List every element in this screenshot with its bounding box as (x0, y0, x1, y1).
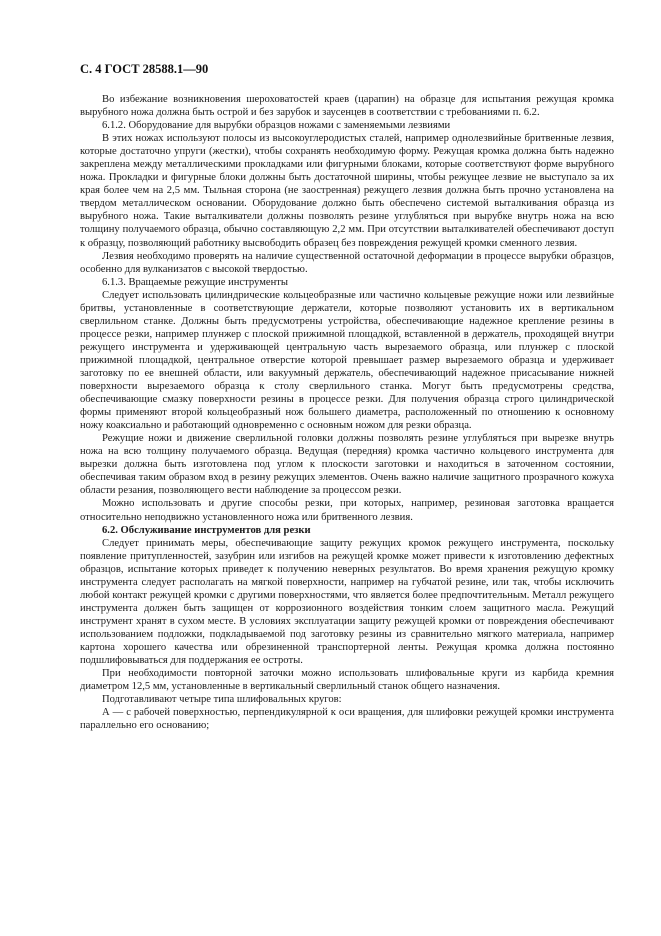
paragraph: Во избежание возникновения шероховатостей краев (царапин) на образце для испытания режущая кромка вырубного ножа должна быть острой и без зарубок и заусенцев в соответствии с требованиями п. 6.2. (80, 94, 614, 119)
paragraph: Можно использовать и другие способы резки, при которых, например, резиновая заготовка вращается относительно неподвижно установленного ножа или бритвенного лезвия. (80, 498, 614, 523)
paragraph: Подготавливают четыре типа шлифовальных кругов: (102, 694, 342, 706)
paragraph: В этих ножах используют полосы из высокоуглеродистых сталей, например однолезвийные бритвенные лезвия, которые достаточно упруги (жестки), чтобы сохранять необходимую форму. Режущая кромка должна быть надежно закреплена между металлическими прокладками или фигурными блоками, которые соответствуют форме вырубного ножа. Прокладки и фигурные блоки должны быть достаточной ширины, чтобы режущее лезвие не выступало за их края более чем на 2,5 мм. Тыльная сторона (не заостренная) режущего лезвия должна быть прочно установлена на твердом металлическом основании. Оборудование должно быть обеспечено системой выталкивания образца из вырубного ножа. Такие выталкиватели должны позволять резине углубляться при вырубке внутрь ножа на всю толщину получаемого образца, обычно составляющую 2,2 мм. При отсутствии выталкивателей обеспечивают доступ к образцу, позволяющий работнику высвободить образец без повреждения режущей кромки сменного лезвия. (80, 133, 614, 249)
page-header: С. 4 ГОСТ 28588.1—90 (80, 62, 209, 76)
section-heading-6-2 (80, 524, 614, 537)
document-body (80, 93, 614, 732)
paragraph: А — с рабочей поверхностью, перпендикулярной к оси вращения, для шлифовки режущей кромки инструмента параллельно его основанию; (80, 707, 614, 732)
paragraph: При необходимости повторной заточки можно использовать шлифовальные круги из карбида кремния диаметром 12,5 мм, установленные в вертикальный сверлильный станок общего назначения. (80, 668, 614, 693)
paragraph: Следует использовать цилиндрические кольцеобразные или частично кольцевые режущие ножи или лезвийные бритвы, установленные в соответствующие держатели, которые позволяют установить их в вертикальном сверлильном станке. Должны быть предусмотрены устройства, обеспечивающие надежное крепление резины в процессе резки, например плунжер с плоской прижимной площадкой, вставленной в держатель, проходящей внутри режущего инструмента и удерживающей центральную часть вырезаемого образца, или плунжер с плоской прижимной площадкой, центральное отверстие которой превышает размер вырезаемого образца и удерживает заготовку по ее внешней области, или вакуумный держатель, обеспечивающий надежное присасывание нижней поверхности вырезаемого образца к столу сверлильного станка. Могут быть предусмотрены средства, обеспечивающие смазку поверхности резины в процессе резки. Для получения образца строго цилиндрической формы применяют второй кольцеобразный нож большего диаметра, расположенный по отношению к основному ножу коаксиально и работающий одновременно с основным ножом для резки образца. (80, 289, 614, 432)
paragraph: Лезвия необходимо проверять на наличие существенной остаточной деформации в процессе вырубки образцов, особенно для вулканизатов с высокой твердостью. (80, 250, 614, 275)
paragraph: Следует принимать меры, обеспечивающие защиту режущих кромок режущего инструмента, поскольку появление притупленностей, зазубрин или изгибов на режущей кромке может привести к изготовлению дефектных образцов, испытание которых приведет к получению неверных результатов. Во время хранения режущую кромку инструмента следует располагать на мягкой поверхности, например на губчатой резине, или так, чтобы исключить любой контакт режущей кромки с другими поверхностями, что является более предпочтительным. Металл режущего инструмента должен быть защищен от коррозионного воздействия тонким слоем защитного масла. Режущий инструмент хранят в сухом месте. В условиях эксплуатации защиту режущей кромки от повреждения обеспечивают использованием подложки, подкладываемой под заготовку резины из сравнительно мягкого материала, например картона хорошего качества или обрезиненной транспортерной ленты. Режущая кромка должна постоянно подшлифовываться для поддержания ее остроты. (80, 537, 614, 667)
section-heading-6-2-text: 6.2. Обслуживание инструментов для резки (102, 524, 311, 536)
section-heading-6-1-2: 6.1.2. Оборудование для вырубки образцов ножами с заменяемыми лезвиями (102, 120, 451, 132)
paragraph: Режущие ножи и движение сверлильной головки должны позволять резине углубляться при вырезке внутрь ножа на всю толщину получаемого образца. Ведущая (передняя) кромка частично кольцевого инструмента для вырезки должна быть изготовлена под углом к плоскости заготовки и находиться в заточенном состоянии, обеспечивая таким образом вход в резину режущих элементов. Очень важно наличие защитного прозрачного кожуха области резания, позволяющего вести наблюдение за процессом резки. (80, 433, 614, 497)
section-heading-6-1-3: 6.1.3. Вращаемые режущие инструменты (102, 276, 289, 288)
